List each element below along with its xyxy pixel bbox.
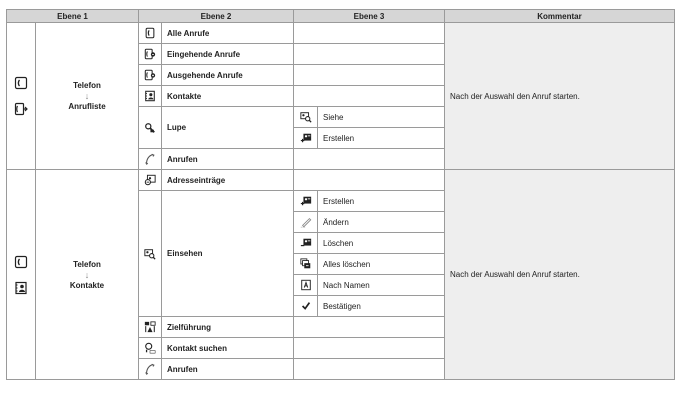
level3-empty — [294, 65, 445, 86]
menu-item-anrufen[interactable]: Anrufen — [162, 149, 294, 170]
magnifier-icon — [144, 122, 156, 134]
level3-empty — [294, 170, 445, 191]
phone-icon — [144, 27, 156, 39]
level3-empty — [294, 44, 445, 65]
phone-icon — [14, 76, 28, 90]
edit-pencil-icon — [300, 216, 312, 228]
menu-item-siehe[interactable]: Siehe — [318, 107, 445, 128]
header-ebene3: Ebene 3 — [294, 10, 445, 23]
menu-item-kontakt-suchen[interactable]: Kontakt suchen — [162, 338, 294, 359]
down-arrow-icon: ↓ — [84, 91, 90, 101]
level3-empty — [294, 338, 445, 359]
menu-item-kontakte[interactable]: Kontakte — [162, 86, 294, 107]
menu-item-alles-loeschen[interactable]: Alles löschen — [318, 254, 445, 275]
call-list-icon — [14, 102, 28, 116]
menu-item-anrufen[interactable]: Anrufen — [162, 359, 294, 380]
header-row — [7, 10, 675, 23]
menu-item-alle-anrufe[interactable]: Alle Anrufe — [162, 23, 294, 44]
incoming-call-icon — [144, 48, 156, 60]
checkmark-icon — [300, 300, 312, 312]
table-row — [7, 23, 675, 44]
handset-icon — [144, 153, 156, 165]
menu-item-erstellen[interactable]: Erstellen — [318, 128, 445, 149]
menu-item-ausgehende-anrufe[interactable]: Ausgehende Anrufe — [162, 65, 294, 86]
level1-subtitle: Kontakte — [69, 280, 105, 290]
contact-card-icon — [14, 281, 28, 295]
menu-item-nach-namen[interactable]: Nach Namen — [318, 275, 445, 296]
level1-title: Telefon — [73, 259, 101, 269]
header-kommentar: Kommentar — [445, 10, 675, 23]
down-arrow-icon: ↓ — [84, 269, 90, 280]
level1-telefon-anrufliste[interactable] — [36, 23, 139, 170]
handset-icon — [144, 363, 156, 375]
level1-icons-anrufliste — [7, 23, 36, 170]
create-contact-icon — [300, 132, 312, 144]
search-contact-icon — [144, 342, 156, 354]
comment-anrufliste: Nach der Auswahl den Anruf starten. — [445, 23, 675, 170]
menu-item-erstellen[interactable]: Erstellen — [318, 191, 445, 212]
table-row — [7, 170, 675, 191]
contact-card-icon — [144, 90, 156, 102]
menu-item-eingehende-anrufe[interactable]: Eingehende Anrufe — [162, 44, 294, 65]
delete-all-icon — [300, 258, 312, 270]
menu-item-einsehen[interactable]: Einsehen — [162, 191, 294, 317]
view-contact-icon — [144, 248, 156, 260]
phone-icon — [14, 255, 28, 269]
menu-item-adresseintraege[interactable]: Adresseinträge — [162, 170, 294, 191]
menu-item-aendern[interactable]: Ändern — [318, 212, 445, 233]
level3-empty — [294, 149, 445, 170]
level1-telefon-kontakte[interactable] — [36, 170, 139, 380]
menu-item-zielfuehrung[interactable]: Zielführung — [162, 317, 294, 338]
comment-kontakte: Nach der Auswahl den Anruf starten. — [445, 170, 675, 380]
create-contact-icon — [300, 195, 312, 207]
menu-item-loeschen[interactable]: Löschen — [318, 233, 445, 254]
level3-empty — [294, 23, 445, 44]
view-contact-icon — [300, 111, 312, 123]
outgoing-call-icon — [144, 69, 156, 81]
menu-item-lupe[interactable]: Lupe — [162, 107, 294, 149]
header-ebene2: Ebene 2 — [139, 10, 294, 23]
level1-subtitle: Anrufliste — [68, 102, 106, 111]
header-ebene1: Ebene 1 — [7, 10, 139, 23]
level3-empty — [294, 317, 445, 338]
menu-table — [6, 9, 675, 380]
address-entries-icon — [144, 174, 156, 186]
delete-contact-icon — [300, 237, 312, 249]
level1-icons-kontakte — [7, 170, 36, 380]
level3-empty — [294, 359, 445, 380]
level3-empty — [294, 86, 445, 107]
navigation-flag-icon — [144, 321, 156, 333]
sort-by-name-icon — [300, 279, 312, 291]
menu-item-bestaetigen[interactable]: Bestätigen — [318, 296, 445, 317]
level1-title: Telefon — [73, 81, 101, 90]
